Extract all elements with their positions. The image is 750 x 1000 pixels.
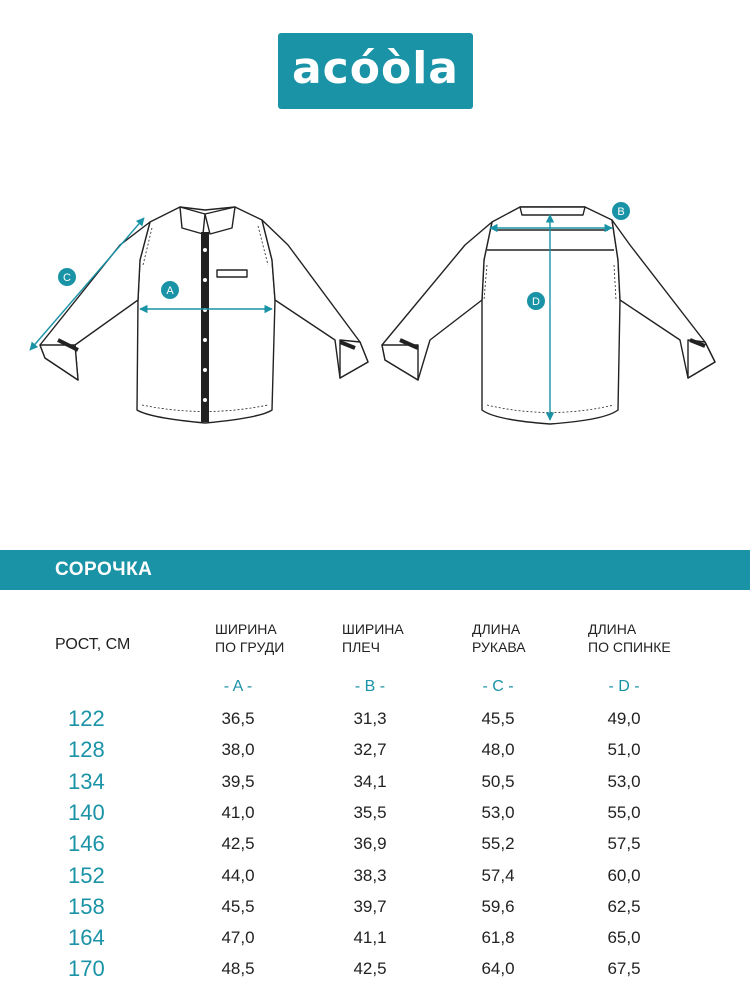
measure-value-c: 59,6 (481, 896, 515, 916)
marker-a: A (166, 285, 174, 297)
shirt-diagram (0, 190, 750, 450)
measure-value-d: 49,0 (607, 709, 641, 728)
height-value: 164 (68, 925, 105, 951)
height-value: 140 (68, 799, 105, 825)
measure-value-a: 42,5 (221, 834, 255, 854)
table-row (0, 894, 750, 925)
height-value: 170 (68, 956, 105, 982)
marker-b: B (617, 206, 625, 218)
measure-value-c: 61,8 (481, 928, 515, 948)
measure-value-d: 51,0 (607, 740, 641, 760)
height-value: 128 (68, 737, 105, 763)
height-value: 152 (68, 862, 105, 888)
measure-value-a: 39,5 (221, 771, 255, 791)
column-letter-d: - D - (608, 678, 640, 695)
measure-value-d: 57,5 (607, 834, 641, 854)
measure-value-a: 45,5 (221, 896, 255, 916)
height-value: 122 (68, 706, 105, 731)
height-value: 158 (68, 893, 105, 919)
measure-value-a: 41,0 (221, 802, 255, 822)
measure-value-c: 55,2 (481, 834, 515, 854)
height-column-header: РОСТ, СМ (55, 636, 131, 653)
column-letter-c: - C - (482, 678, 514, 695)
table-row (0, 831, 750, 862)
measure-value-d: 60,0 (607, 865, 641, 885)
table-row (0, 706, 750, 737)
measure-value-c: 53,0 (481, 802, 515, 822)
height-value: 134 (68, 768, 105, 794)
column-header-d: ДЛИНА ПО СПИНКЕ (588, 621, 671, 655)
measure-value-a: 36,5 (221, 709, 255, 728)
marker-c: C (63, 272, 71, 284)
column-header-b: ШИРИНА ПЛЕЧ (342, 621, 404, 655)
measure-value-b: 31,3 (353, 709, 387, 728)
brand-logo (278, 33, 473, 109)
measure-value-b: 32,7 (353, 740, 387, 760)
measure-value-d: 62,5 (607, 896, 641, 916)
table-row (0, 737, 750, 768)
section-header (0, 550, 750, 590)
measure-value-b: 35,5 (353, 802, 387, 822)
measure-value-d: 55,0 (607, 802, 641, 822)
table-row (0, 863, 750, 894)
column-header-c: ДЛИНА РУКАВА (472, 621, 526, 655)
table-row (0, 769, 750, 800)
section-title: СОРОЧКА (55, 559, 153, 580)
shirt-back-view (382, 207, 715, 424)
measure-value-c: 48,0 (481, 740, 515, 760)
measure-value-d: 53,0 (607, 771, 641, 791)
table-row (0, 925, 750, 956)
table-row (0, 956, 750, 987)
measure-value-b: 36,9 (353, 834, 387, 854)
measure-value-c: 57,4 (481, 865, 515, 885)
measure-value-b: 38,3 (353, 865, 387, 885)
column-header-a: ШИРИНА ПО ГРУДИ (215, 621, 285, 655)
measure-value-a: 44,0 (221, 865, 255, 885)
measure-value-c: 45,5 (481, 709, 515, 728)
table-row (0, 800, 750, 831)
measure-value-b: 34,1 (353, 771, 387, 791)
measure-value-d: 65,0 (607, 928, 641, 948)
measure-value-d: 67,5 (607, 959, 641, 979)
column-letter-b: - B - (354, 678, 386, 695)
measure-value-b: 41,1 (353, 928, 387, 948)
measure-value-c: 64,0 (481, 959, 515, 979)
column-letter-a: - A - (223, 678, 253, 695)
measure-value-a: 47,0 (221, 928, 255, 948)
shirt-front-view (40, 207, 368, 423)
measure-value-b: 42,5 (353, 959, 387, 979)
brand-logo-text: acóòla (291, 43, 459, 94)
measure-value-a: 48,5 (221, 959, 255, 979)
measure-value-c: 50,5 (481, 771, 515, 791)
measure-value-b: 39,7 (353, 896, 387, 916)
height-value: 146 (68, 831, 105, 857)
measure-value-a: 38,0 (221, 740, 255, 760)
marker-d: D (532, 296, 540, 308)
